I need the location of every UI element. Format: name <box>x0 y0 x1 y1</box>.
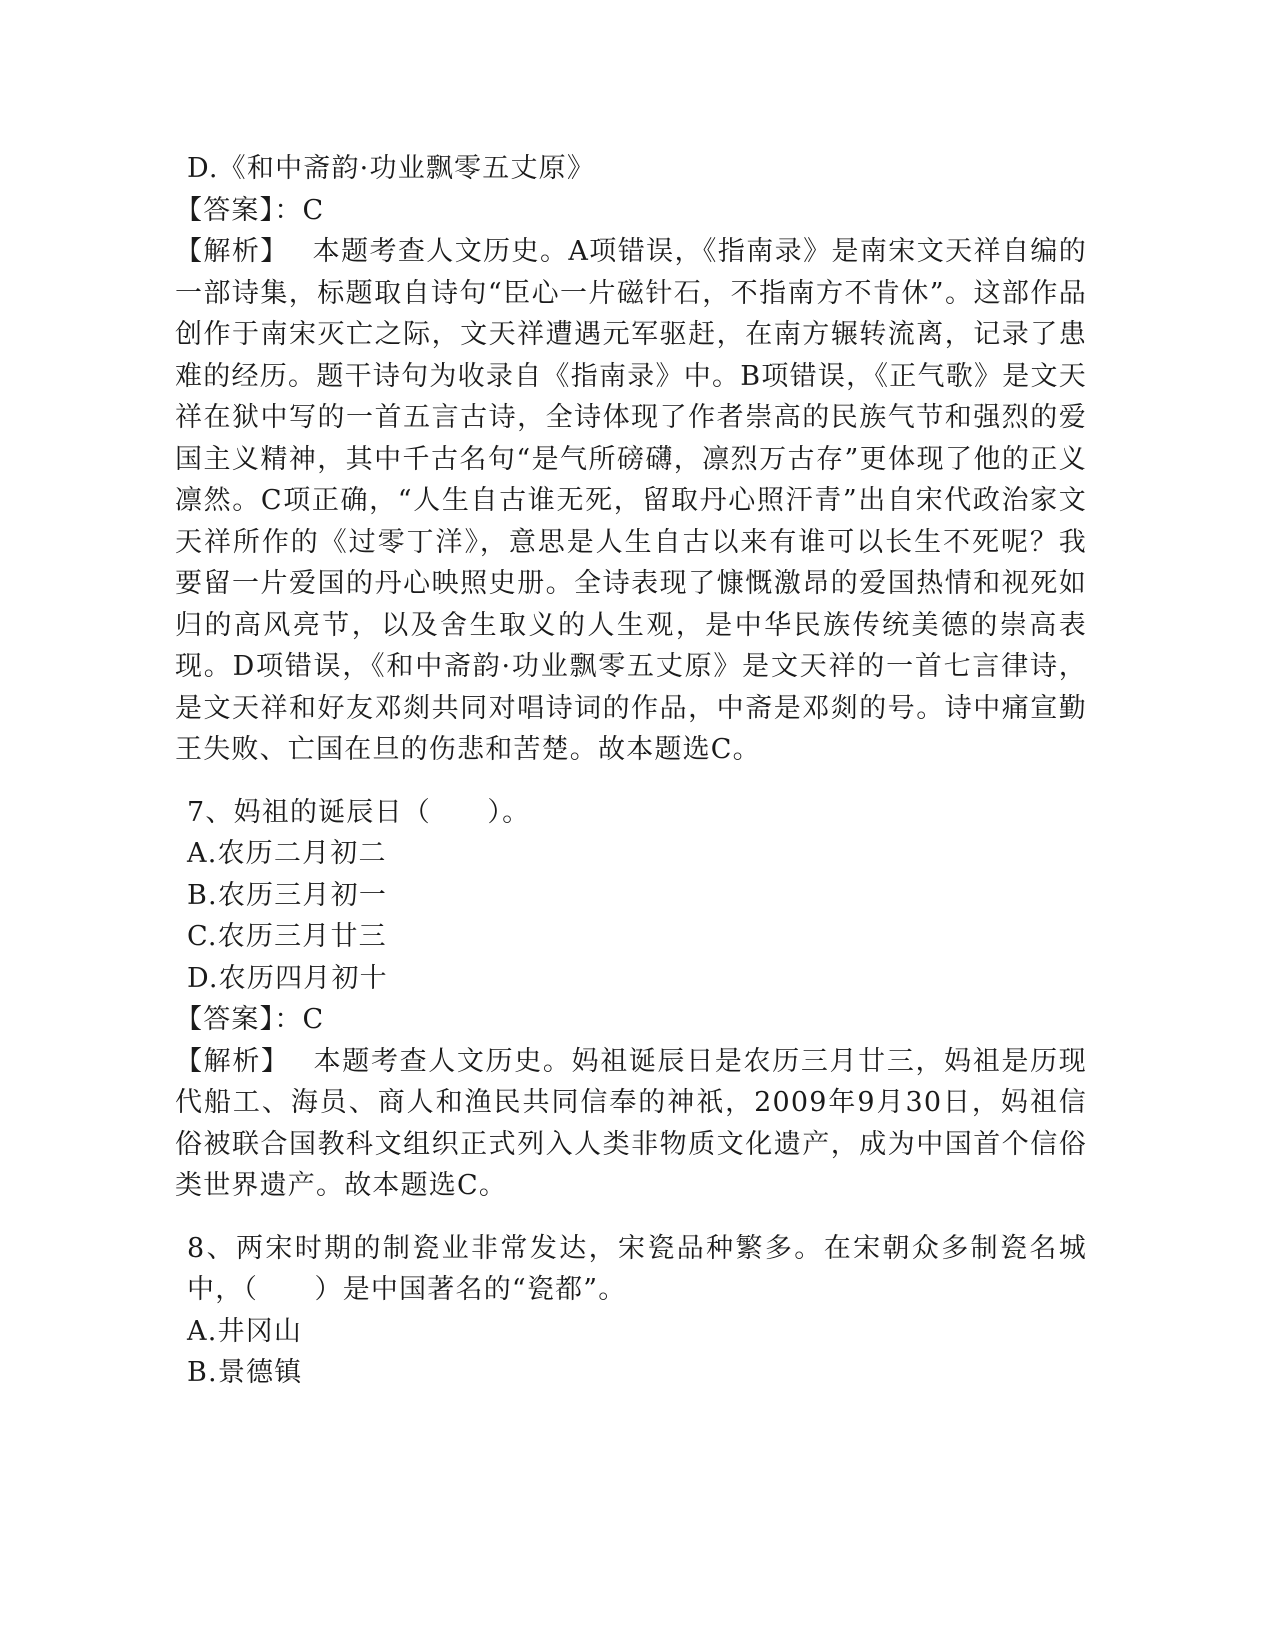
q7-analysis <box>175 1041 1087 1207</box>
spacer <box>187 1207 1087 1228</box>
q6-analysis-label: 【解析】 <box>175 236 289 267</box>
q8-stem: 8、两宋时期的制瓷业非常发达，宋瓷品种繁多。在宋朝众多制瓷名城中，（ ）是中国著名的“瓷都”。 <box>187 1232 1087 1305</box>
q8-option-b: B.景德镇 <box>187 1357 303 1388</box>
q7-option-c: C.农历三月廿三 <box>187 921 387 952</box>
q7-option-a: A.农历二月初二 <box>187 838 387 869</box>
q6-answer-value: ：C <box>274 194 325 226</box>
document-body <box>175 148 1087 1394</box>
q7-analysis-label: 【解析】 <box>175 1045 290 1077</box>
q8-option-a: A.井冈山 <box>187 1315 303 1347</box>
q6-option-d: D.《和中斋韵·功业飘零五丈原》 <box>187 153 596 184</box>
q6-answer-label: 【答案】 <box>175 194 275 226</box>
q7-analysis-text: 本题考查人文历史。妈祖诞辰日是农历三月廿三，妈祖是历现代船工、海员、商人和渔民共同信奉的神祇，2009年9月30日，妈祖信俗被联合国教科文组织正式列入人类非物质文化遗产，成为中国首个信俗类世界遗产。故本题选C。 <box>175 1045 1087 1201</box>
q7-answer <box>175 999 1087 1041</box>
q7-answer-value: ：C <box>274 1004 325 1035</box>
q6-answer <box>175 190 1087 232</box>
spacer <box>187 771 1087 792</box>
q7-option-d: D.农历四月初十 <box>187 962 388 994</box>
q6-analysis-text: 本题考查人文历史。A项错误，《指南录》是南宋文天祥自编的一部诗集，标题取自诗句“臣心一片磁针石，不指南方不肯休”。这部作品创作于南宋灭亡之际，文天祥遭遇元军驱赶，在南方辗转流离，记录了患难的经历。题干诗句为收录自《指南录》中。B项错误，《正气歌》是文天祥在狱中写的一首五言古诗，全诗体现了作者崇高的民族气节和强烈的爱国主义精神，其中千古名句“是气所磅礴，凛烈万古存”更体现了他的正义凛然。C项正确，“人生自古谁无死，留取丹心照汗青”出自宋代政治家文天祥所作的《过零丁洋》，意思是人生自古以来有谁可以长生不死呢？我要留一片爱国的丹心映照史册。全诗表现了慷慨激昂的爱国热情和视死如归的高风亮节，以及舍生取义的人生观，是中华民族传统美德的崇高表现。D项错误，《和中斋韵·功业飘零五丈原》是文天祥的一首七言律诗，是文天祥和好友邓剡共同对唱诗词的作品，中斋是邓剡的号。诗中痛宣勤王失败、亡国在旦的伤悲和苦楚。故本题选C。 <box>175 236 1087 765</box>
q7-option-b: B.农历三月初一 <box>187 879 388 911</box>
q7-answer-label: 【答案】 <box>175 1004 275 1035</box>
q7-stem: 7、妈祖的诞辰日（ ）。 <box>187 796 531 828</box>
q6-analysis <box>175 231 1087 771</box>
